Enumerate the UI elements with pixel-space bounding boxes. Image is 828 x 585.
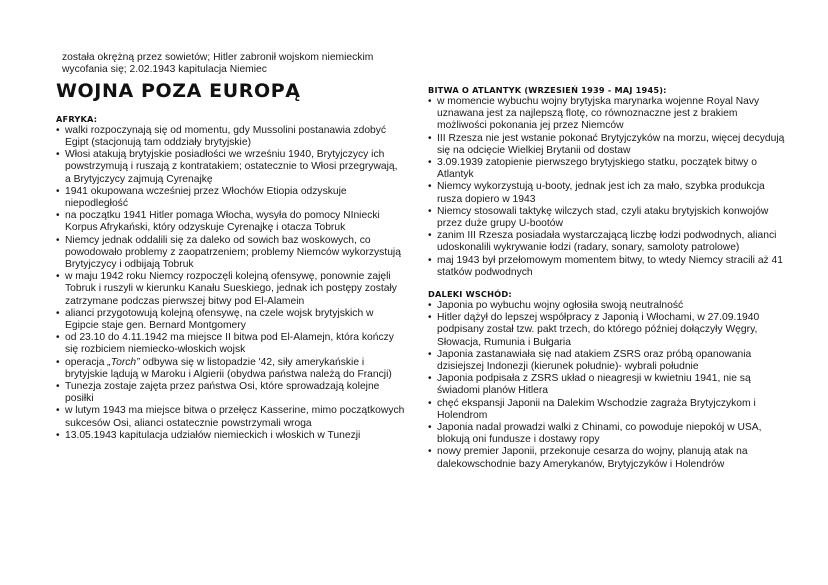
fareast-list bbox=[428, 300, 788, 471]
list-item: • 1941 okupowana wcześniej przez Włochów Etiopia odzyskuje niepodległość bbox=[56, 186, 406, 210]
list-item: • Japonia podpisała z ZSRS układ o nieagresji w kwietniu 1941, nie są świadomi planów Hitlera bbox=[428, 373, 788, 397]
torch-prefix: operacja bbox=[65, 356, 108, 368]
africa-heading: AFRYKA: bbox=[56, 113, 98, 124]
torch-name: „Torch” bbox=[107, 356, 140, 368]
list-item: • od 23.10 do 4.11.1942 ma miejsce II bitwa pod El-Alamejn, która kończy się rozbiciem niemiecko-włoskich wojsk bbox=[56, 332, 406, 356]
list-item: • Japonia nadal prowadzi walki z Chinami, co powoduje niepokój w USA, blokują oni fundusze i dostawy ropy bbox=[428, 422, 788, 446]
list-item: • alianci przygotowują kolejną ofensywę, na czele wojsk brytyjskich w Egipcie staje gen. Bernard Montgomery bbox=[56, 308, 406, 332]
list-item: • nowy premier Japonii, przekonuje cesarza do wojny, planują atak na dalekowschodnie bazy Amerykanów, Brytyjczyków i Holendrów bbox=[428, 446, 788, 470]
list-item: • walki rozpoczynają się od momentu, gdy Mussolini postanawia zdobyć Egipt (stacjonują tam oddziały brytyjskie) bbox=[56, 125, 406, 149]
atlantic-heading: BITWA O ATLANTYK (WRZESIEŃ 1939 - MAJ 1945): bbox=[428, 85, 667, 95]
right-column bbox=[428, 0, 788, 471]
section-heading: WOJNA POZA EUROPĄ bbox=[56, 79, 301, 102]
left-column bbox=[56, 0, 406, 442]
list-item: • Japonia po wybuchu wojny ogłosiła swoją neutralność bbox=[428, 300, 788, 312]
list-item: • w momencie wybuchu wojny brytyjska marynarka wojenne Royal Navy uznawana jest za najlepszą flotę, co równoznaczne jest z brakiem możliwości pokonania jej przez Niemców bbox=[428, 96, 788, 133]
torch-text: odbywa się w listopadzie '42, siły amerykańskie i brytyjskie lądują w Maroku i Algierii (obydwa państwa należą do Francji) bbox=[65, 356, 392, 380]
list-item: • Tunezja zostaje zajęta przez państwa Osi, które sprowadzają kolejne posiłki bbox=[56, 381, 406, 405]
list-item: • chęć ekspansji Japonii na Dalekim Wschodzie zagraża Brytyjczykom i Holendrom bbox=[428, 398, 788, 422]
list-item: • na początku 1941 Hitler pomaga Włocha, wysyła do pomocy NIniecki Korpus Afrykański, który odzyskuje Cyrenajkę i otacza Tobruk bbox=[56, 210, 406, 234]
fareast-heading: DALEKI WSCHÓD: bbox=[428, 289, 512, 300]
africa-list bbox=[56, 125, 406, 442]
list-item: • maj 1943 był przełomowym momentem bitwy, to wtedy Niemcy stracili aż 41 statków podwodnych bbox=[428, 255, 788, 279]
list-item: • w lutym 1943 ma miejsce bitwa o przełęcz Kasserine, mimo początkowych sukcesów Osi, alianci ostatecznie powstrzymali wroga bbox=[56, 405, 406, 429]
list-item: • III Rzesza nie jest wstanie pokonać Brytyjczyków na morzu, więcej decydują się na odcięcie Wielkiej Brytanii od dostaw bbox=[428, 133, 788, 157]
intro-paragraph: została okrężną przez sowietów; Hitler zabronił wojskom niemieckim wycofania się; 2.02.1943 kapitulacja Niemiec bbox=[62, 52, 374, 76]
list-item: • Niemcy stosowali taktykę wilczych stad, czyli ataku brytyjskich konwojów przez duże grupy U-bootów bbox=[428, 206, 788, 230]
list-item: • 13.05.1943 kapitulacja udziałów niemieckich i włoskich w Tunezji bbox=[56, 430, 406, 442]
list-item: • w maju 1942 roku Niemcy rozpoczęli kolejną ofensywę, ponownie zajęli Tobruk i ruszyli w kierunku Kanału Sueskiego, jednak ich postępy zostały zatrzymane podczas pierwszej bitwy pod El-Alamein bbox=[56, 271, 406, 308]
list-item-torch bbox=[56, 357, 406, 381]
list-item: • Włosi atakują brytyjskie posiadłości we wrześniu 1940, Brytyjczycy ich powstrzymują i ruszają z kontratakiem; ostatecznie to Włosi przegrywają, a Brytyjczycy zajmują Cyrenajkę bbox=[56, 149, 406, 186]
list-item: • Niemcy jednak oddalili się za daleko od sowich baz woskowych, co powodowało problemy z zaopatrzeniem; problemy Niemców wykorzystują Brytyjczycy i odbijają Tobruk bbox=[56, 235, 406, 272]
list-item: • 3.09.1939 zatopienie pierwszego brytyjskiego statku, początek bitwy o Atlantyk bbox=[428, 157, 788, 181]
atlantic-list bbox=[428, 96, 788, 279]
list-item: • Niemcy wykorzystują u-booty, jednak jest ich za mało, szybka produkcja rusza dopiero w 1943 bbox=[428, 181, 788, 205]
list-item: • Japonia zastanawiała się nad atakiem ZSRS oraz próbą opanowania dzisiejszej Indonezji (kierunek południe)- wybrali południe bbox=[428, 349, 788, 373]
list-item: • Hitler dążył do lepszej współpracy z Japonią i Włochami, w 27.09.1940 podpisany został tzw. pakt trzech, do którego później dołączyły Węgry, Słowacja, Rumunia i Bułgaria bbox=[428, 312, 788, 349]
list-item: • zanim III Rzesza posiadała wystarczającą liczbę łodzi podwodnych, alianci udoskonalili wykrywanie łodzi (radary, sonary, samoloty patrolowe) bbox=[428, 230, 788, 254]
